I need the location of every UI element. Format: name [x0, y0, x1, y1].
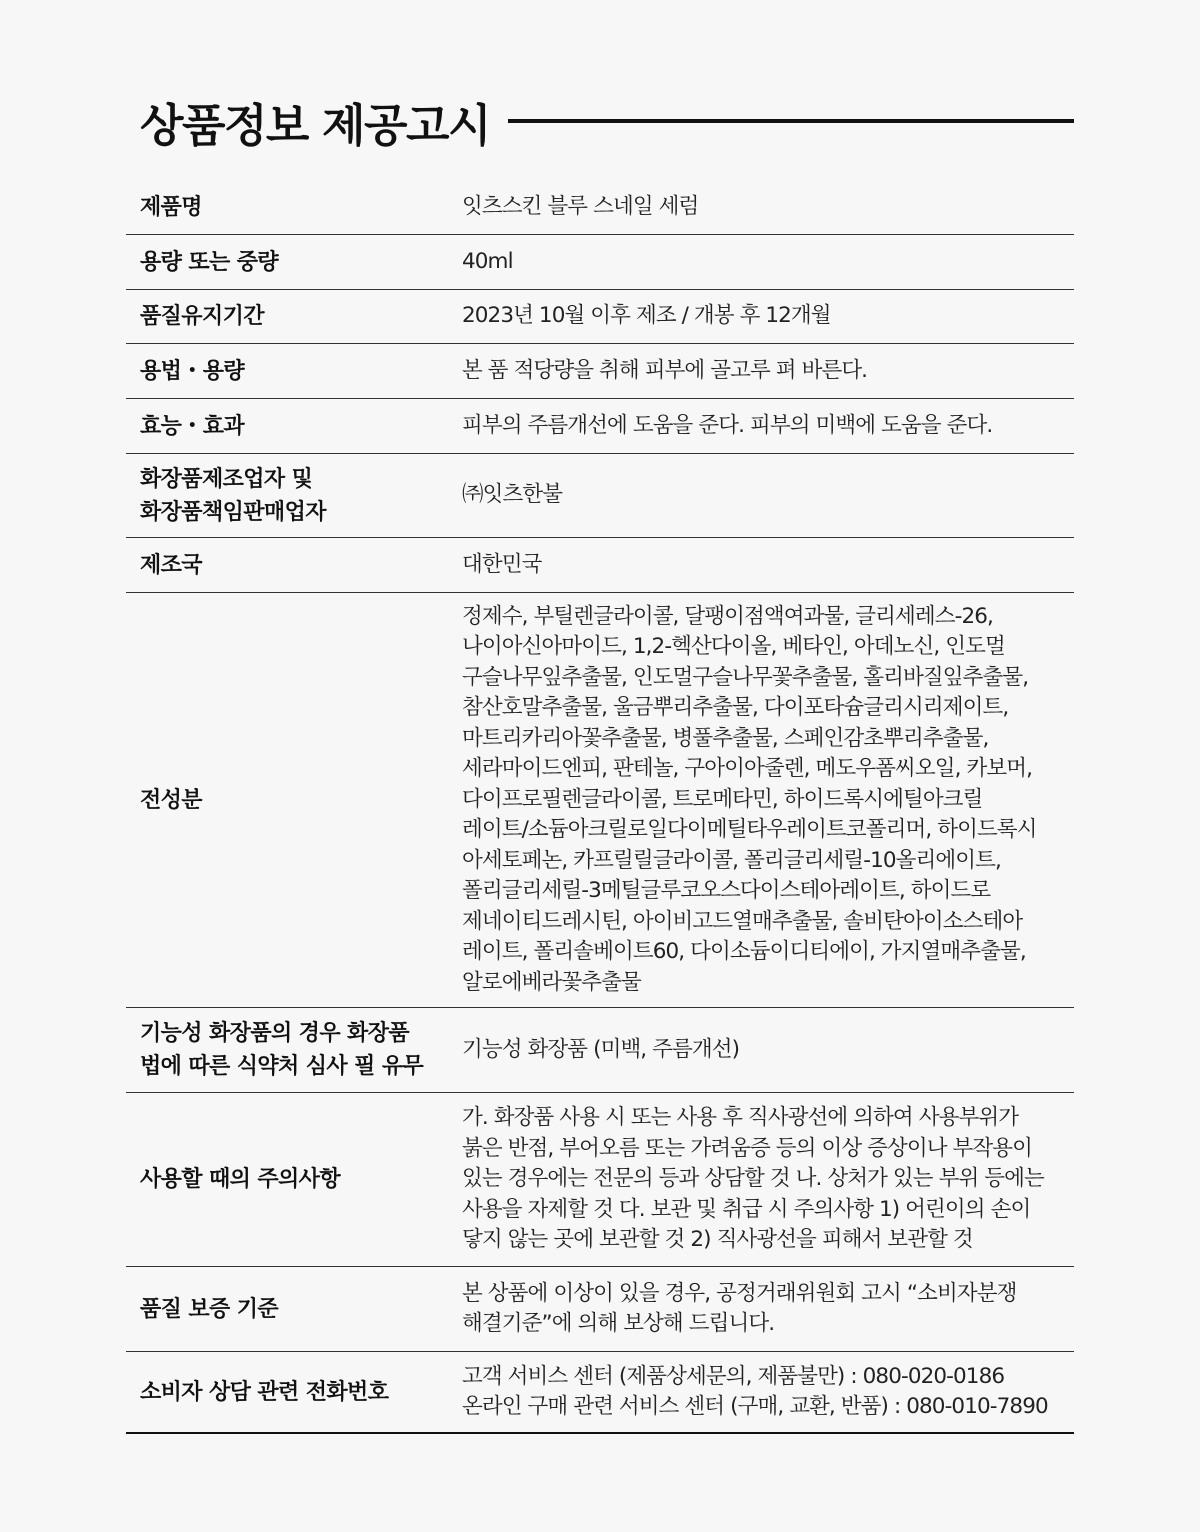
table-row	[126, 343, 1074, 398]
row-value: 피부의 주름개선에 도움을 준다. 피부의 미백에 도움을 준다.	[462, 412, 993, 438]
title-divider	[508, 119, 1074, 123]
row-value: 가. 화장품 사용 시 또는 사용 후 직사광선에 의하여 사용부위가 붉은 반점, 부어오름 또는 가려움증 등의 이상 증상이나 부작용이 있는 경우에는 전문의 등과 상담할 것 나. 상처가 있는 부위 등에는 사용을 자제할 것 다. 보관 및 취급 시 주의사항 1) 어린이의 손이 닿지 않는 곳에 보관할 것 2) 직사광선을 피해서 보관할 것	[462, 1105, 1044, 1253]
row-label: 용량 또는 중량	[140, 249, 279, 275]
row-label: 사용할 때의 주의사항	[140, 1167, 340, 1192]
row-label: 전성분	[140, 787, 202, 813]
row-value: 40ml	[462, 248, 513, 274]
product-info-table	[126, 180, 1074, 1434]
row-value: 2023년 10월 이후 제조 / 개봉 후 12개월	[462, 303, 831, 329]
table-row	[126, 453, 1074, 537]
row-value: 고객 서비스 센터 (제품상세문의, 제품불만) : 080-020-0186 온라인 구매 관련 서비스 센터 (구매, 교환, 반품) : 080-010-7890	[462, 1363, 1048, 1419]
row-label: 품질유지기간	[140, 304, 264, 329]
row-label: 제조국	[140, 552, 202, 578]
table-row	[126, 180, 1074, 234]
row-label: 기능성 화장품의 경우 화장품 법에 따른 식약처 심사 필 유무	[140, 1021, 424, 1079]
page-heading	[140, 88, 1074, 154]
row-value: 본 상품에 이상이 있을 경우, 공정거래위원회 고시 “소비자분쟁 해결기준”에 의해 보상해 드립니다.	[462, 1280, 1017, 1336]
row-value: ㈜잇츠한불	[462, 482, 563, 508]
row-label: 제품명	[140, 194, 202, 220]
table-row	[126, 537, 1074, 592]
row-label: 용법・용량	[140, 358, 245, 384]
table-row	[126, 234, 1074, 289]
row-value: 본 품 적당량을 취해 피부에 골고루 펴 바른다.	[462, 357, 868, 383]
table-row	[126, 1266, 1074, 1351]
table-row	[126, 1092, 1074, 1266]
table-row	[126, 398, 1074, 453]
row-label: 소비자 상담 관련 전화번호	[140, 1379, 389, 1405]
table-row	[126, 1351, 1074, 1432]
row-value: 잇츠스킨 블루 스네일 세럼	[462, 193, 699, 219]
table-row	[126, 289, 1074, 343]
row-value: 기능성 화장품 (미백, 주름개선)	[462, 1036, 740, 1062]
row-label: 화장품제조업자 및 화장품책임판매업자	[140, 466, 326, 525]
table-row	[126, 592, 1074, 1007]
row-value: 정제수, 부틸렌글라이콜, 달팽이점액여과물, 글리세레스-26, 나이아신아마이드, 1,2-헥산다이올, 베타인, 아데노신, 인도멀 구슬나무잎추출물, 인도멀구슬나무꽃추출물, 홀리바질잎추출물, 참산호말추출물, 울금뿌리추출물, 다이포타슘글리시리제이트, 마트리카리아꽃추출물, 병풀추출물, 스페인감초뿌리추출물, 세라마이드엔피, 판테놀, 구아이아줄렌, 메도우폼씨오일, 카보머, 다이프로필렌글라이콜, 트로메타민, 하이드록시에틸아크릴 레이트/소듐아크릴로일다이메틸타우레이트코폴리머, 하이드록시 아세토페논, 카프릴릴글라이콜, 폴리글리세릴-10올리에이트, 폴리글리세릴-3메틸글루코오스다이스테아레이트, 하이드로 제네이티드레시틴, 아이비고드열매추출물, 솔비탄아이소스테아 레이트, 폴리솔베이트60, 다이소듐이디티에이, 가지열매추출물, 알로에베라꽃추출물	[462, 603, 1037, 995]
table-row	[126, 1007, 1074, 1092]
row-label: 효능・효과	[140, 413, 245, 439]
row-label: 품질 보증 기준	[140, 1296, 279, 1322]
row-value: 대한민국	[462, 551, 542, 577]
page-title: 상품정보 제공고시	[140, 98, 490, 152]
